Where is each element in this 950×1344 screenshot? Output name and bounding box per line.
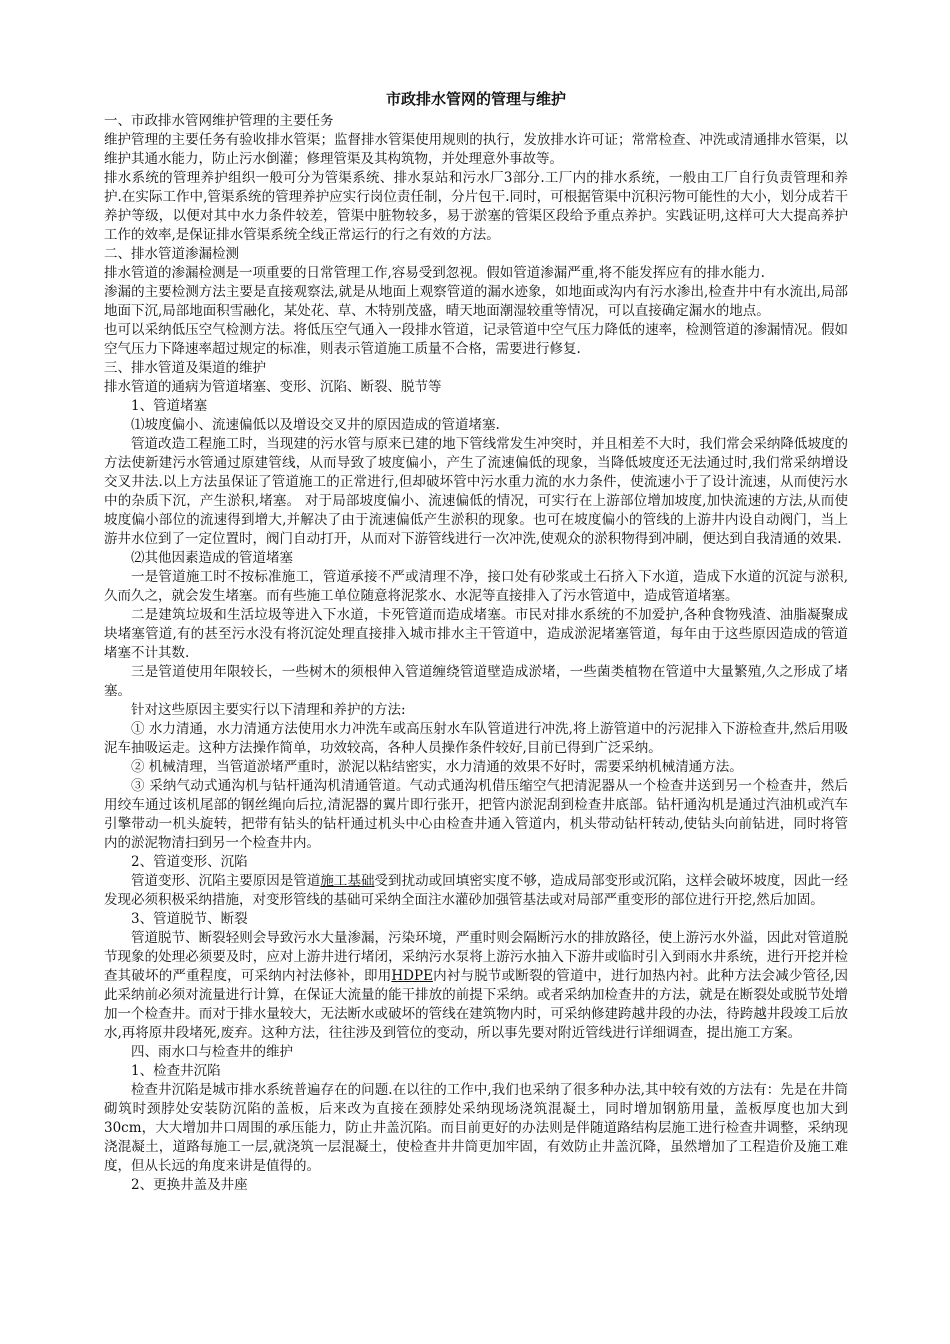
paragraph-text: 管道变形、沉陷主要原因是管道 — [131, 873, 321, 889]
method-item: ② 机械清理，当管道淤堵严重时，淤泥以粘结密实，水力清通的效果不好时，需要采纳机械清通方法。 — [131, 759, 743, 775]
section-3 — [104, 359, 848, 1043]
paragraph-text: 管道脱节、断裂轻则会导致污水大量渗漏，污染环境，严重时则会隔断污水的排放路径，使上游污水外溢，因此对管道脱节现象的处理必须要及时，应对上游井进行堵闭，采纳污水泵将上游污水抽入下游井或临时引入到雨水井系统，进行开挖并检查其破坏的严重程度，可采纳内衬法修补，即用 — [104, 930, 848, 984]
paragraph: 排水系统的管理养护组织一般可分为管渠系统、排水泵站和污水厂3部分.工厂内的排水系统，一般由工厂自行负责管理和养护.在实际工作中,管渠系统的管理养护应实行岗位责任制，分片包干.同时，可根据管渠中沉积污物可能性的大小，划分成若干养护等级，以便对其中水力条件较差，管渠中脏物较多，易于淤塞的管渠区段给予重点养护。实践证明,这样可大大提高养护工作的效率,是保证排水管渠系统全线正常运行的行之有效的方法。 — [104, 170, 848, 243]
paragraph: 管道改造工程施工时，当现建的污水管与原来已建的地下管线常发生冲突时，并且相差不大时，我们常会采纳降低坡度的方法使新建污水管通过原建管线，从而导致了坡度偏小，产生了流速偏低的现象，当降低坡度还无法通过时,我们常采纳增设交叉井法.以上方法虽保证了管道施工的正常进行,但却破坏管中污水重力流的水力条件，使流速小于了设计流速，从而使污水中的杂质下沉，产生淤积,堵塞。 对于局部坡度偏小、流速偏低的情况，可实行在上游部位增加坡度,加快流速的方法,从而使坡度偏小部位的流速得到增大,并解决了由于流速偏低产生淤积的现象。也可在坡度偏小的管线的上游井内设自动阀门，当上游井水位到了一定位置时，阀门自动打开，从而对下游管线进行一次冲洗,使观众的淤积物得到冲刷，便达到自我清通的效果. — [104, 436, 848, 547]
paragraph: 三是管道使用年限较长，一些树木的须根伸入管道缠绕管道壁造成淤堵，一些菌类植物在管道中大量繁殖,久之形成了堵塞。 — [104, 664, 848, 699]
paragraph: 也可以采纳低压空气检测方法。将低压空气通入一段排水管道，记录管道中空气压力降低的速率，检测管道的渗漏情况。假如空气压力下降速率超过规定的标准，则表示管道施工质量不合格，需要进行修复. — [104, 322, 848, 357]
document-title: 市政排水管网的管理与维护 — [385, 90, 566, 108]
section-1 — [104, 112, 848, 245]
section-heading: 一、市政排水管网维护管理的主要任务 — [104, 113, 334, 129]
subsection-item-heading: ⑵其他因素造成的管道堵塞 — [131, 550, 293, 566]
paragraph-text: 受到扰动或回填密实度不够，造成局部变形或沉陷，这样会破坏坡度，因此一经发现必须积极采纳措施，对变形管线的基础可采纳全面注水灌砂加强管基法或对局部严重变形的部位进行开挖,然后加固。 — [104, 873, 849, 908]
document-page — [104, 88, 848, 1195]
section-heading: 二、排水管道渗漏检测 — [104, 246, 239, 262]
paragraph: 排水管道的渗漏检测是一项重要的日常管理工作,容易受到忽视。假如管道渗漏严重,将不能发挥应有的排水能力. — [104, 265, 765, 281]
paragraph: 排水管道的通病为管道堵塞、变形、沉陷、断裂、脱节等 — [104, 379, 442, 395]
section-4 — [104, 1043, 848, 1195]
paragraph — [104, 872, 848, 910]
method-item: ① 水力清通，水力清通方法使用水力冲洗车或高压射水车队管道进行冲洗,将上游管道中的污泥排入下游检查井,然后用吸泥车抽吸运走。这种方法操作简单，功效较高，各种人员操作条件较好,目前已得到广泛采纳。 — [104, 721, 848, 756]
paragraph: 检查井沉陷是城市排水系统普遍存在的问题.在以往的工作中,我们也采纳了很多种办法,其中较有效的方法有：先是在井筒砌筑时颈脖处安装防沉陷的盖板，后来改为直接在颈脖处采纳现场浇筑混凝土，同时增加钢筋用量，盖板厚度也加大到30cm，大大增加井口周围的承压能力，防止井盖沉陷。而目前更好的办法则是伴随道路结构层施工进行检查井调整，采纳现浇混凝土，道路每施工一层,就浇筑一层混凝土，使检查井井筒更加牢固，有效防止井盖沉降，虽然增加了工程造价及施工难度，但从长远的角度来讲是值得的。 — [104, 1082, 848, 1174]
section-2 — [104, 245, 848, 359]
paragraph: 二是建筑垃圾和生活垃圾等进入下水道，卡死管道而造成堵塞。市民对排水系统的不加爱护,各种食物残渣、油脂凝聚成块堵塞管道,有的甚至污水没有将沉淀处理直接排入城市排水主干管道中，造成淤泥堵塞管道，每年由于这些原因造成的管道堵塞不计其数. — [104, 607, 848, 661]
subsection-item-heading: ⑴坡度偏小、流速偏低以及增设交叉井的原因造成的管道堵塞. — [131, 417, 500, 433]
paragraph: 维护管理的主要任务有验收排水管渠；监督排水管渠使用规则的执行，发放排水许可证；常常检查、冲洗或清通排水管渠，以维护其通水能力，防止污水倒灌；修理管渠及其构筑物，并处理意外事故等。 — [104, 132, 848, 167]
section-heading: 四、雨水口与检查井的维护 — [131, 1044, 293, 1060]
paragraph — [104, 929, 848, 1043]
subsection-heading: 1、管道堵塞 — [131, 398, 208, 414]
subsection-heading: 2、管道变形、沉陷 — [131, 854, 248, 870]
link-construction-foundation[interactable]: 施工基础 — [320, 873, 375, 889]
link-hdpe[interactable]: HDPE — [391, 968, 433, 984]
method-item: ③ 采纳气动式通沟机与钻杆通沟机清通管道。气动式通沟机借压缩空气把清泥器从一个检查井送到另一个检查井，然后用绞车通过该机尾部的钢丝绳向后拉,清泥器的翼片即行张开，把管内淤泥刮到检查井底部。钻杆通沟机是通过汽油机或汽车引擎带动一机头旋转，把带有钻头的钻杆通过机头中心由检查井通入管道内，机头带动钻杆转动,使钻头向前钻进，同时将管内的淤泥物清扫到另一个检查井内。 — [104, 778, 848, 851]
subsection-heading: 2、更换井盖及井座 — [131, 1177, 248, 1193]
paragraph: 一是管道施工时不按标准施工，管道承接不严或清理不净，接口处有砂浆或土石挤入下水道，造成下水道的沉淀与淤积,久而久之，就会发生堵塞。而有些施工单位随意将泥浆水、水泥等直接排入了污水管道中，造成管道堵塞。 — [104, 569, 848, 604]
subsection-heading: 1、检查井沉陷 — [131, 1063, 221, 1079]
paragraph: 渗漏的主要检测方法主要是直接观察法,就是从地面上观察管道的漏水迹象，如地面或沟内有污水渗出,检查井中有水流出,局部地面下沉,局部地面积雪融化，某处花、草、木特别茂盛，晴天地面潮湿较重等情况，可以直接确定漏水的地点。 — [104, 284, 848, 319]
section-heading: 三、排水管道及渠道的维护 — [104, 360, 266, 376]
paragraph: 针对这些原因主要实行以下清理和养护的方法: — [131, 702, 406, 718]
paragraph-text: 内衬与脱节或断裂的管道中，进行加热内衬。此种方法会减少管径,因此采纳前必须对流量进行计算，在保证大流量的能干排放的前提下采纳。或者采纳加检查井的方法，就是在断裂处或脱节处增加一个检查井。而对于排水量较大，无法断水或破坏的管线在建筑物内时，可采纳修建跨越井段的办法，待跨越井段竣工后放水,再将原井段堵死,废弃。这种方法，往往涉及到管位的变动，所以事先要对附近管线进行详细调查，提出施工方案。 — [104, 968, 849, 1041]
subsection-heading: 3、管道脱节、断裂 — [131, 911, 248, 927]
